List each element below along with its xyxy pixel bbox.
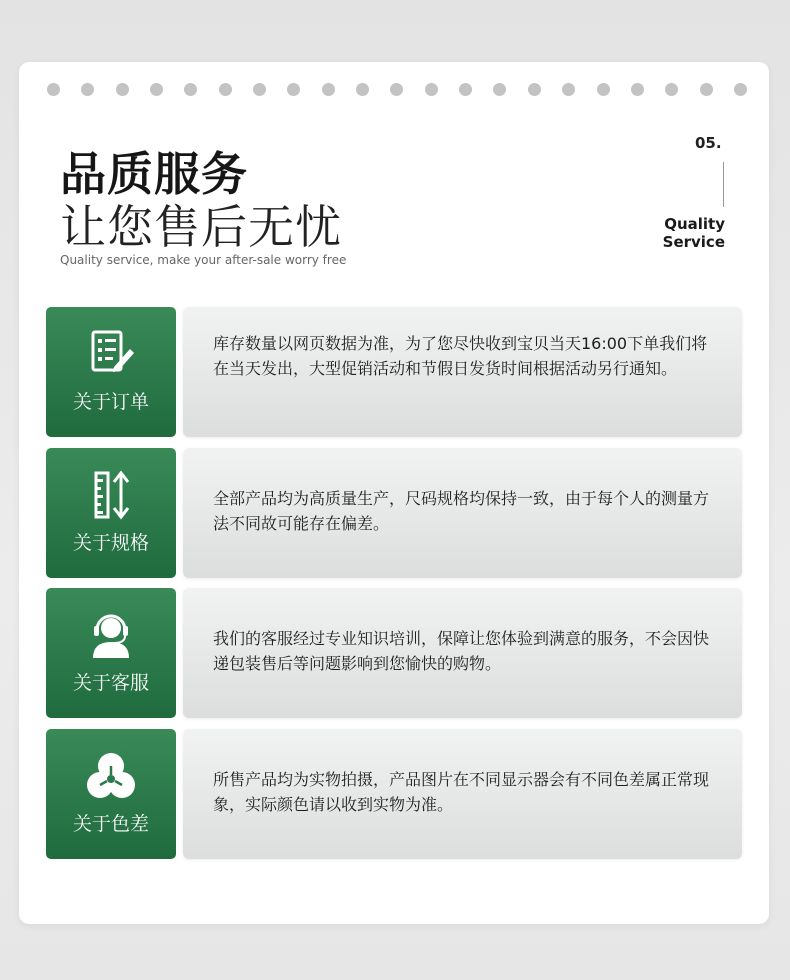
row-box [183, 448, 742, 578]
row-tag [46, 588, 176, 718]
order-form-icon [84, 327, 138, 381]
english-subtitle: Quality service, make your after-sale worry free [60, 253, 347, 267]
section-number: 05. [695, 134, 722, 152]
dot [425, 83, 438, 96]
quality-service-tag [663, 215, 725, 251]
dot [81, 83, 94, 96]
dot [597, 83, 610, 96]
row-text: 我们的客服经过专业知识培训，保障让您体验到满意的服务，不会因快递包装售后等问题影响到您愉快的购物。 [213, 629, 710, 673]
dot [253, 83, 266, 96]
page-title: 品质服务 [60, 147, 248, 201]
dot [562, 83, 575, 96]
info-row-color [46, 729, 742, 859]
row-label: 关于订单 [72, 391, 149, 413]
dot [219, 83, 232, 96]
row-tag [46, 729, 176, 859]
customer-service-icon [84, 608, 138, 662]
dot [734, 83, 747, 96]
dot [390, 83, 403, 96]
row-tag [46, 448, 176, 578]
dot [184, 83, 197, 96]
info-row-order [46, 307, 742, 437]
row-text: 所售产品均为实物拍摄，产品图片在不同显示器会有不同色差属正常现象，实际颜色请以收到实物为准。 [213, 770, 710, 814]
row-text: 库存数量以网页数据为准，为了您尽快收到宝贝当天16:00下单我们将在当天发出，大型促销活动和节假日发货时间根据活动另行通知。 [213, 334, 708, 378]
dot [493, 83, 506, 96]
info-row-service [46, 588, 742, 718]
dot [47, 83, 60, 96]
dot [287, 83, 300, 96]
dot [665, 83, 678, 96]
ruler-size-icon [84, 468, 138, 522]
dot [528, 83, 541, 96]
row-label: 关于色差 [72, 813, 149, 835]
row-text: 全部产品均为高质量生产，尺码规格均保持一致，由于每个人的测量方法不同故可能存在偏差。 [213, 489, 710, 533]
row-label: 关于规格 [72, 532, 149, 554]
binding-dots [47, 82, 747, 96]
row-label: 关于客服 [72, 672, 149, 694]
info-row-size [46, 448, 742, 578]
tag-line-1: Quality [664, 215, 725, 233]
dot [150, 83, 163, 96]
row-box [183, 729, 742, 859]
dot [631, 83, 644, 96]
color-circles-icon [84, 749, 138, 803]
tag-line-2: Service [662, 233, 725, 251]
dot [459, 83, 472, 96]
row-box [183, 307, 742, 437]
page-subtitle: 让您售后无忧 [60, 200, 342, 254]
dot [700, 83, 713, 96]
dot [356, 83, 369, 96]
row-tag [46, 307, 176, 437]
dot [116, 83, 129, 96]
row-box [183, 588, 742, 718]
divider-line [723, 162, 724, 207]
dot [322, 83, 335, 96]
